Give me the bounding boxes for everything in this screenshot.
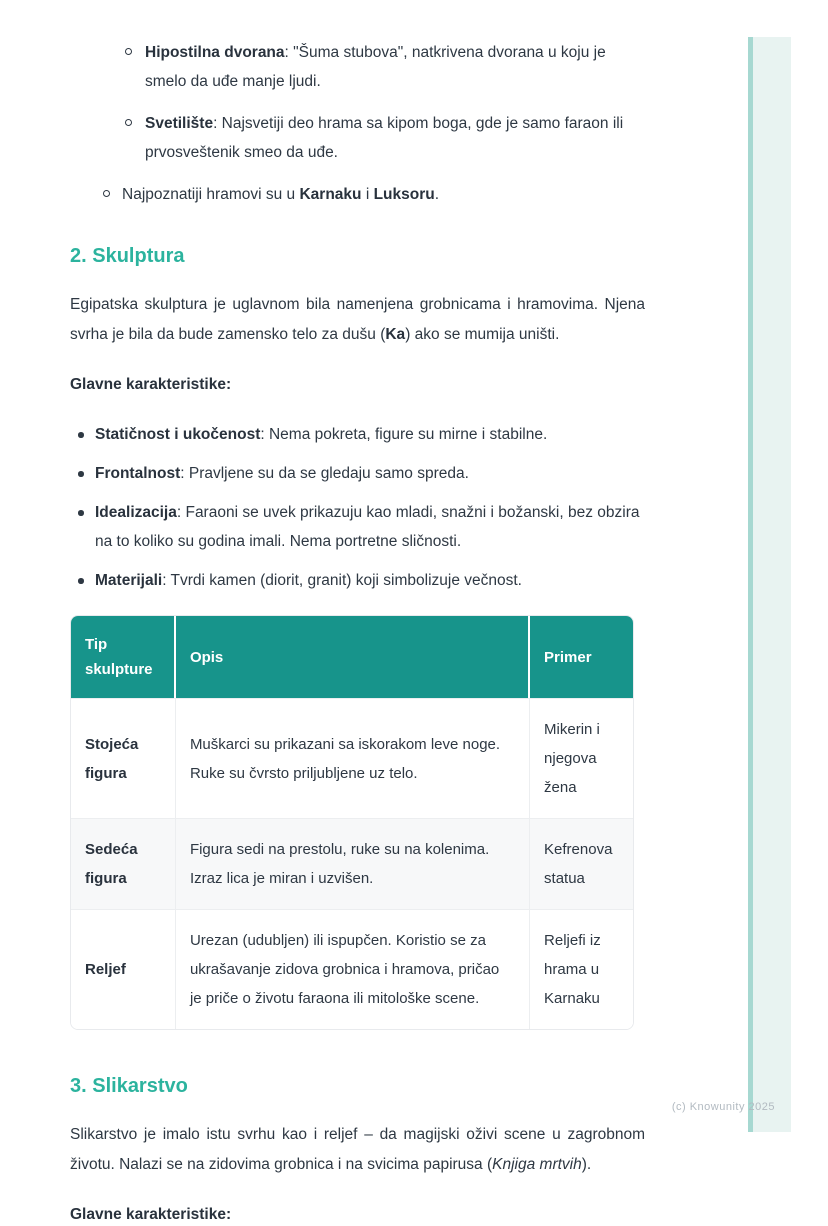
list-item-text: : "Šuma stubova", natkrivena dvorana u koju je smelo da uđe manje ljudi. xyxy=(145,44,606,90)
list-item-term: Statičnost i ukočenost xyxy=(95,426,261,443)
list-item xyxy=(78,420,645,449)
cell-type: Reljef xyxy=(71,909,176,1029)
slikarstvo-intro-paragraph xyxy=(70,1120,645,1180)
paragraph-text: Egipatska skulptura je uglavnom bila namenjena grobnicama i hramovima. Njena svrha je bila da bude zamensko telo za dušu ( xyxy=(70,296,645,343)
footer-copyright: (c) Knowunity 2025 xyxy=(671,1101,775,1113)
page-accent-bar xyxy=(748,37,791,1132)
list-item-text: : Faraoni se uvek prikazuju kao mladi, snažni i božanski, bez obzira na to koliko su godina imali. Nema portretne sličnosti. xyxy=(95,504,640,550)
temple-parts-sublist xyxy=(70,38,645,167)
temple-name: Karnaku xyxy=(299,186,362,203)
list-item-text: : Pravljene su da se gledaju samo spreda. xyxy=(180,465,469,482)
paragraph-text: ). xyxy=(581,1156,592,1173)
list-item-text: : Tvrdi kamen (diorit, granit) koji simbolizuje večnost. xyxy=(162,572,522,589)
list-item-text: : Najsvetiji deo hrama sa kipom boga, gde je samo faraon ili prvosveštenik smeo da uđe. xyxy=(145,115,624,161)
column-header-primer: Primer xyxy=(530,616,633,698)
cell-example: Kefrenova statua xyxy=(530,818,633,909)
cell-desc: Urezan (udubljen) ili ispupčen. Koristio se za ukrašavanje zidova grobnica i hramova, pričao je priče o životu faraona ili mitološke scene. xyxy=(176,909,530,1029)
table-row xyxy=(71,698,633,818)
cell-desc: Muškarci su prikazani sa iskorakom leve noge. Ruke su čvrsto priljubljene uz telo. xyxy=(176,698,530,818)
book-title: Knjiga mrtvih xyxy=(492,1156,582,1173)
subheading-karakteristike: Glavne karakteristike: xyxy=(70,1206,232,1223)
cell-type: Stojeća figura xyxy=(71,698,176,818)
table-header-row xyxy=(71,616,633,698)
list-item xyxy=(78,498,645,556)
skulptura-table xyxy=(70,615,634,1030)
subheading-karakteristike: Glavne karakteristike: xyxy=(70,376,232,393)
list-item-text: i xyxy=(361,186,374,203)
temple-name: Luksoru xyxy=(373,186,435,203)
list-item-term: Hipostilna dvorana xyxy=(145,44,285,61)
list-item-term: Idealizacija xyxy=(95,504,177,521)
list-item-text: Najpoznatiji hramovi su u xyxy=(122,186,300,203)
column-header-tip: Tip skulpture xyxy=(71,616,176,698)
list-item-term: Svetilište xyxy=(145,115,214,132)
table-row xyxy=(71,818,633,909)
temples-list xyxy=(70,180,645,209)
section-heading-skulptura: 2. Skulptura xyxy=(70,245,185,267)
column-header-opis: Opis xyxy=(176,616,530,698)
cell-desc: Figura sedi na prestolu, ruke su na kolenima. Izraz lica je miran i uzvišen. xyxy=(176,818,530,909)
list-item xyxy=(78,566,645,595)
table-row xyxy=(71,909,633,1029)
cell-example: Reljefi iz hrama u Karnaku xyxy=(530,909,633,1029)
paragraph-text: Slikarstvo je imalo istu svrhu kao i reljef – da magijski oživi scene u zagrobnom životu. Nalazi se na zidovima grobnica i na svicima papirusa ( xyxy=(70,1126,645,1173)
list-item xyxy=(78,459,645,488)
list-item xyxy=(125,38,645,96)
list-item-term: Materijali xyxy=(95,572,163,589)
list-item-text: : Nema pokreta, figure su mirne i stabilne. xyxy=(260,426,548,443)
cell-type: Sedeća figura xyxy=(71,818,176,909)
section-heading-slikarstvo: 3. Slikarstvo xyxy=(70,1075,188,1097)
term-ka: Ka xyxy=(385,326,406,343)
paragraph-text: ) ako se mumija uništi. xyxy=(405,326,560,343)
list-item-term: Frontalnost xyxy=(95,465,181,482)
list-item-text: . xyxy=(434,186,440,203)
list-item xyxy=(103,180,645,209)
skulptura-intro-paragraph xyxy=(70,290,645,350)
karakteristike-list xyxy=(70,420,645,595)
cell-example: Mikerin i njegova žena xyxy=(530,698,633,818)
list-item xyxy=(125,109,645,167)
